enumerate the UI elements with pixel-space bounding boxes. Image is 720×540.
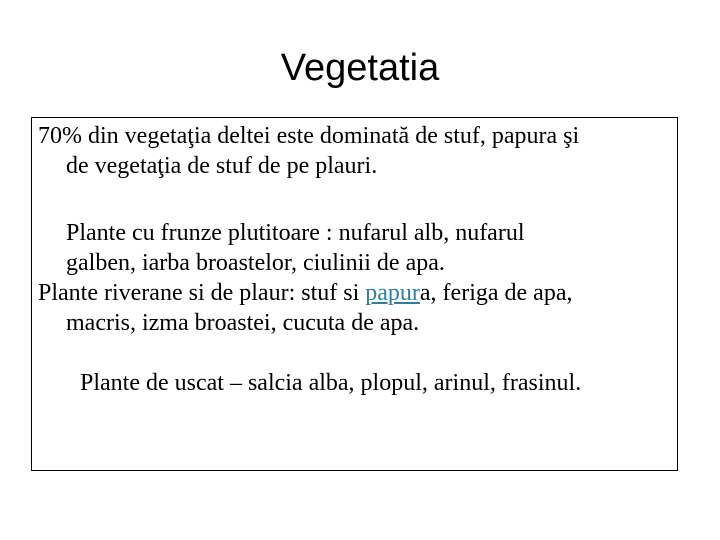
slide-title: Vegetatia [280,47,440,89]
paragraph-dry-land-plants [38,338,678,428]
paragraph-line: galben, iarba broastelor, ciulinii de apa. [66,250,445,276]
content-box [31,117,678,471]
paragraph-line: Plante cu frunze plutitoare : nufarul alb, nufarul [66,220,525,246]
paragraph-line: de vegetaţia de stuf de pe plauri. [66,153,378,179]
paragraph-text: a, feriga de apa, [419,280,573,306]
paragraph-line: Plante de uscat – salcia alba, plopul, arinul, frasinul. [74,370,582,396]
paragraph-line [38,280,572,306]
paragraph-line: macris, izma broastei, cucuta de apa. [66,310,420,336]
paragraph-line: 70% din vegetaţia deltei este dominată de stuf, papura şi [38,123,580,149]
papura-link[interactable]: papur [365,280,420,306]
paragraph-floating-plants [38,218,678,278]
paragraph-dominant-vegetation [38,121,678,181]
paragraph-text: Plante riverane si de plaur: stuf si [38,280,366,306]
paragraph-riverside-plants [38,278,678,338]
